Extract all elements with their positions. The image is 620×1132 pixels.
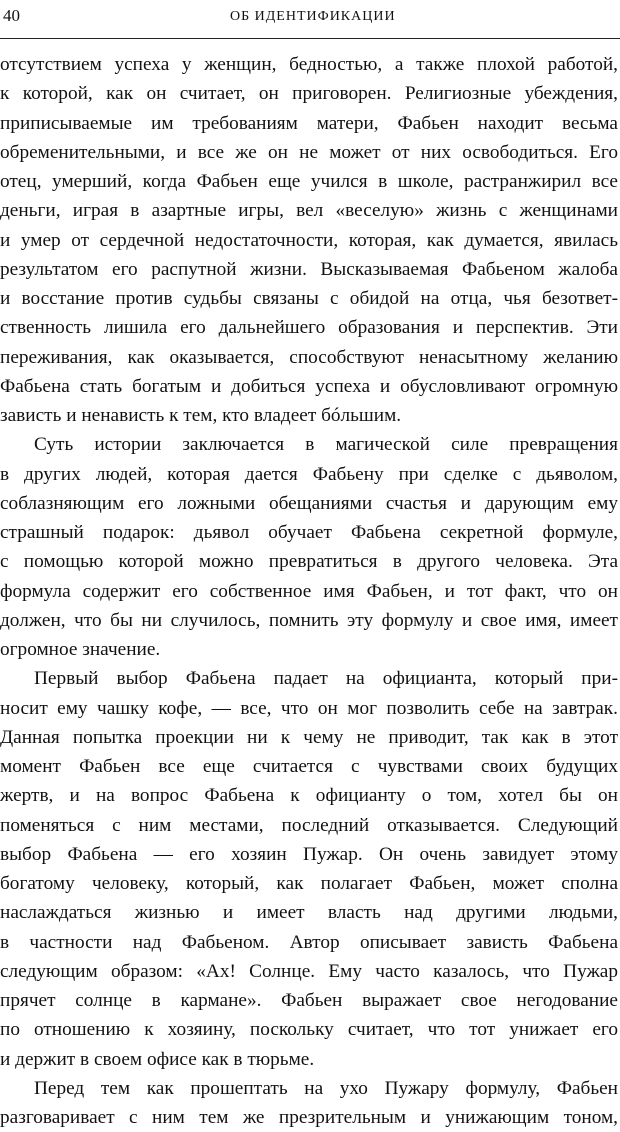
text-line: зависть и ненависть к тем, кто владеет бóльшим. — [0, 405, 402, 426]
text-line: результатом его распутной жизни. Высказываемая Фабьеном жалоба — [0, 258, 618, 280]
text-line: богатому человеку, который, как полагает Фабьен, может сполна — [0, 873, 618, 894]
text-line: Данная попытка проекции ни к чему не приводит, так как в этот — [0, 726, 618, 748]
body-text — [0, 50, 618, 1132]
text-line: по отношению к хозяину, поскольку считает, что тот унижает его — [0, 1019, 618, 1041]
text-line: соблазняющим его ложными обещаниями счастья и дарующим ему — [0, 492, 618, 514]
text-line: Суть истории заключается в магической силе превращения — [34, 434, 618, 456]
header-rule — [0, 38, 620, 39]
text-line: поменяться с ним местами, последний отказывается. Следующий — [0, 814, 618, 836]
text-line: Перед тем как прошептать на ухо Пужару формулу, Фабьен — [34, 1077, 618, 1099]
text-line: должен, что бы ни случилось, помнить эту формулу и свое имя, имеет — [0, 609, 618, 631]
text-line: огромное значение. — [0, 639, 161, 660]
text-line: носит ему чашку кофе, — все, что он мог позволить себе на завтрак. — [0, 697, 618, 719]
text-line: Фабьена стать богатым и добиться успеха и обусловливают огромную — [0, 375, 618, 397]
text-line: момент Фабьен все еще считается с чувствами своих будущих — [0, 756, 618, 777]
text-line: в других людей, которая дается Фабьену при сделке с дьяволом, — [0, 463, 618, 485]
text-line: выбор Фабьена — его хозяин Пужар. Он очень завидует этому — [0, 843, 618, 865]
text-line: деньги, играя в азартные игры, вел «веселую» жизнь с женщинами — [0, 200, 618, 222]
text-line: к которой, как он считает, он приговорен. Религиозные убеждения, — [0, 83, 618, 105]
text-line: и умер от сердечной недостаточности, которая, как думается, явилась — [0, 229, 618, 251]
text-line: прячет солнце в кармане». Фабьен выражает свое негодование — [0, 990, 618, 1011]
text-line: Первый выбор Фабьена падает на официанта, который при- — [34, 668, 618, 690]
text-line: жертв, и на вопрос Фабьена к официанту о том, хотел бы он — [0, 785, 618, 807]
text-line: и держит в своем офисе как в тюрьме. — [0, 1048, 315, 1070]
text-line: в частности над Фабьеном. Автор описывает зависть Фабьена — [0, 931, 618, 953]
text-line: ственность лишила его дальнейшего образования и перспектив. Эти — [0, 317, 618, 339]
paragraph — [0, 664, 618, 1074]
text-line: и восстание против судьбы связаны с обидой на отца, чья безответ- — [0, 288, 618, 309]
text-line: формула содержит его собственное имя Фабьен, и тот факт, что он — [0, 580, 618, 602]
text-line: приписываемые им требованиям матери, Фабьен находит весьма — [0, 112, 618, 134]
paragraph — [0, 1074, 618, 1132]
page-number: 40 — [3, 6, 20, 25]
text-line: отец, умерший, когда Фабьен еще учился в школе, растранжирил все — [0, 171, 618, 192]
text-line: обременительными, и все же он не может от них освободиться. Его — [0, 141, 618, 163]
text-line: переживания, как оказывается, способствуют ненасытному желанию — [0, 346, 618, 368]
text-line: с помощью которой можно превратиться в другого человека. Эта — [0, 551, 618, 573]
paragraph — [0, 50, 618, 430]
text-line: отсутствием успеха у женщин, бедностью, а также плохой работой, — [0, 54, 618, 75]
running-head: ОБ ИДЕНТИФИКАЦИИ — [230, 9, 396, 24]
text-line: наслаждаться жизнью и имеет власть над другими людьми, — [0, 902, 618, 924]
paragraph — [0, 430, 618, 664]
text-line: страшный подарок: дьявол обучает Фабьена секретной формуле, — [0, 522, 618, 543]
text-line: следующим образом: «Ах! Солнце. Ему часто казалось, что Пужар — [0, 960, 618, 982]
text-line: разговаривает с ним тем же презрительным и унижающим тоном, — [0, 1107, 618, 1128]
